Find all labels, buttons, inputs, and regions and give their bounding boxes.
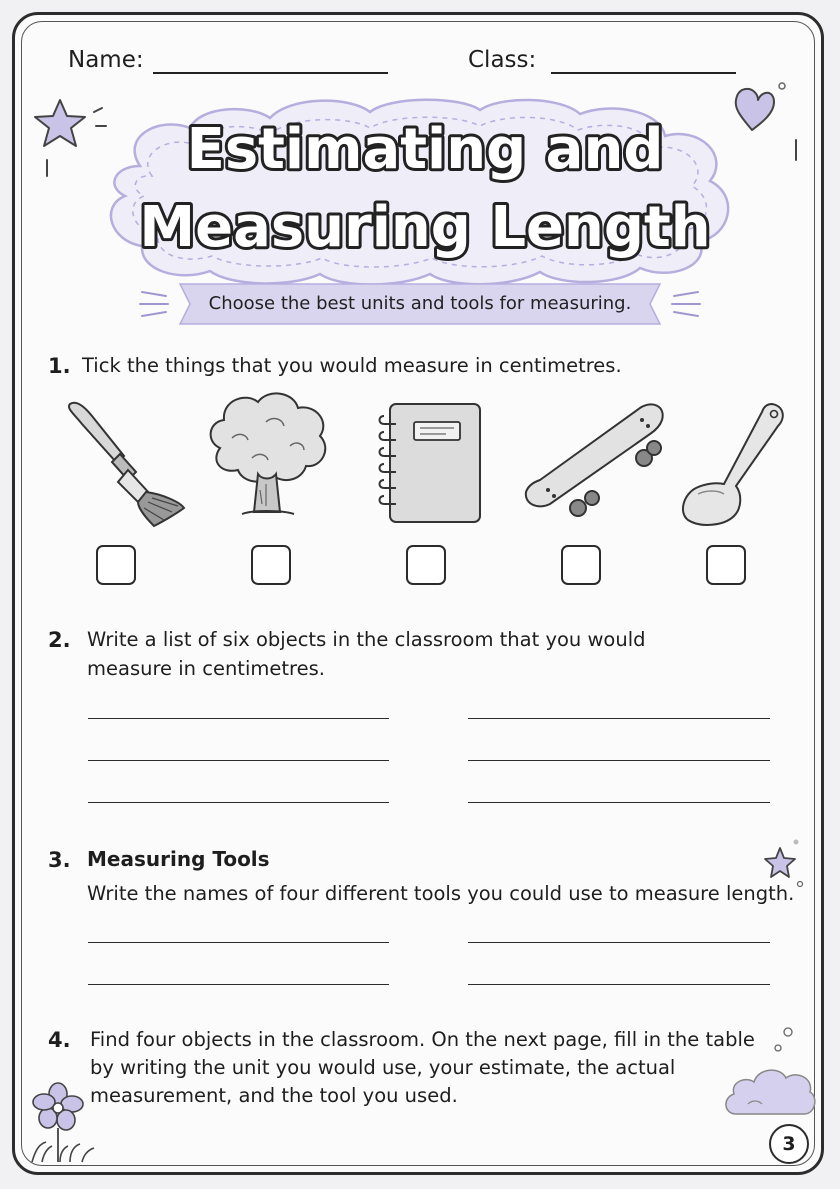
answer-line[interactable]: [88, 984, 389, 985]
question-3-title: Measuring Tools: [87, 847, 270, 871]
name-label: Name:: [68, 47, 144, 73]
title-line-2: Measuring Length: [139, 195, 711, 260]
notebook-icon: [376, 398, 486, 526]
answer-line[interactable]: [468, 984, 770, 985]
checkbox-tree[interactable]: [251, 545, 291, 585]
name-input-line[interactable]: [153, 72, 388, 74]
question-3-number: 3.: [48, 848, 71, 872]
skateboard-icon: [520, 396, 670, 522]
page-number: 3: [769, 1124, 809, 1164]
title-line-1: Estimating and: [186, 117, 664, 182]
answer-line[interactable]: [468, 802, 770, 803]
question-4-text-line-2: by writing the unit you would use, your estimate, the actual: [90, 1056, 676, 1079]
subtitle: Choose the best units and tools for measuring.: [208, 293, 632, 314]
question-1-text: Tick the things that you would measure in centimetres.: [82, 354, 622, 377]
small-star-icon: [762, 838, 806, 890]
tree-icon: [202, 388, 332, 524]
question-2-text-line-1: Write a list of six objects in the classroom that you would: [87, 628, 646, 651]
cloud-icon: [722, 1024, 818, 1124]
title-text-svg: [80, 96, 770, 286]
question-4-text-line-3: measurement, and the tool you used.: [90, 1084, 458, 1107]
checkbox-paintbrush[interactable]: [96, 545, 136, 585]
sparkle-mark-icon-2: [790, 138, 802, 168]
answer-line[interactable]: [468, 942, 770, 943]
class-label: Class:: [468, 47, 537, 73]
answer-line[interactable]: [468, 760, 770, 761]
question-4-text-line-1: Find four objects in the classroom. On the next page, fill in the table: [90, 1028, 755, 1051]
flower-icon: [26, 1082, 116, 1166]
answer-line[interactable]: [88, 802, 389, 803]
answer-line[interactable]: [88, 718, 389, 719]
answer-line[interactable]: [468, 718, 770, 719]
question-2-number: 2.: [48, 628, 71, 652]
checkbox-skateboard[interactable]: [561, 545, 601, 585]
answer-line[interactable]: [88, 942, 389, 943]
question-4-number: 4.: [48, 1028, 71, 1052]
answer-line[interactable]: [88, 760, 389, 761]
checkbox-spoon[interactable]: [706, 545, 746, 585]
class-input-line[interactable]: [551, 72, 736, 74]
spoon-icon: [680, 398, 790, 530]
question-2-text-line-2: measure in centimetres.: [87, 657, 325, 680]
paintbrush-icon: [62, 398, 192, 530]
question-3-text: Write the names of four different tools you could use to measure length.: [87, 882, 795, 905]
question-1-number: 1.: [48, 354, 71, 378]
sparkle-mark-icon: [42, 158, 52, 178]
checkbox-notebook[interactable]: [406, 545, 446, 585]
